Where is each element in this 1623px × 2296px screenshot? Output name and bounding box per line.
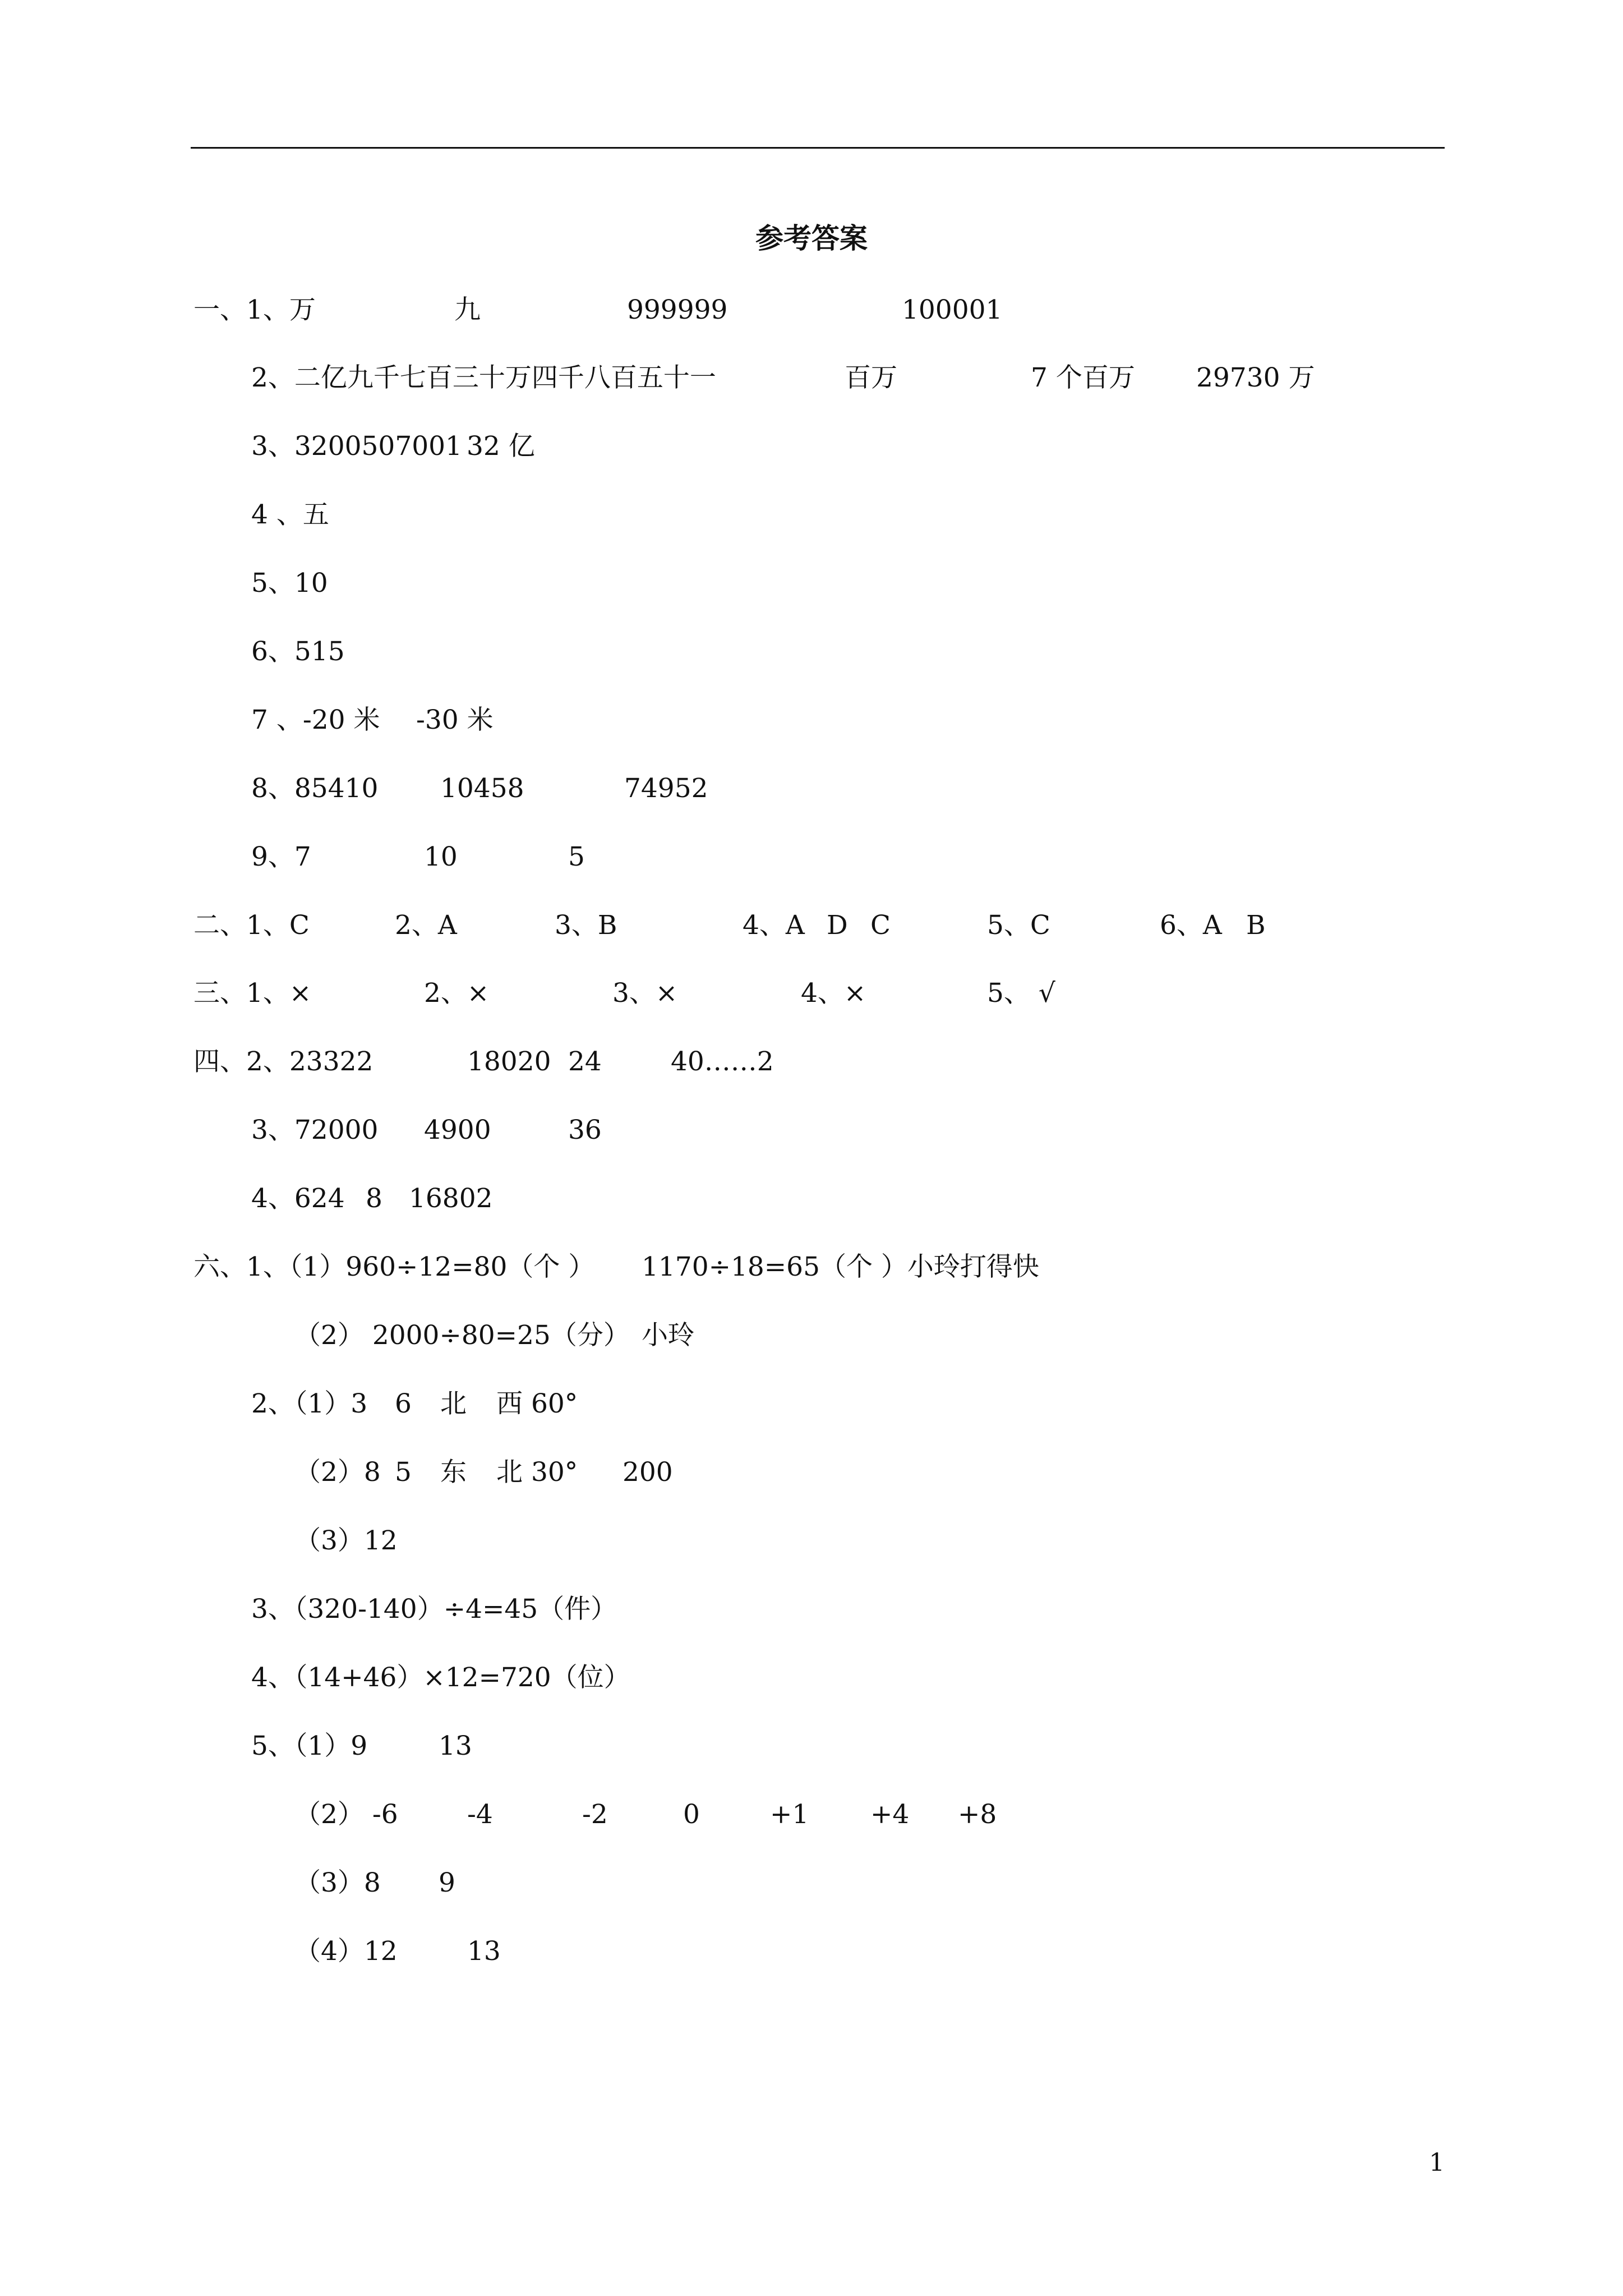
answer-text: 6、515 bbox=[251, 636, 345, 667]
answer-line bbox=[0, 1729, 1623, 1764]
answer-line bbox=[0, 1797, 1623, 1832]
answer-text: 九 bbox=[454, 295, 481, 325]
answer-text: 200 bbox=[623, 1457, 673, 1488]
answer-text: 16802 bbox=[409, 1183, 493, 1214]
answer-line bbox=[0, 1318, 1623, 1353]
answer-line bbox=[0, 293, 1623, 328]
answer-text: -2 bbox=[582, 1799, 608, 1830]
answer-text: 10 bbox=[424, 841, 458, 872]
answer-text: 2、× bbox=[424, 978, 490, 1009]
answer-line bbox=[0, 1387, 1623, 1421]
answer-text: 2、二亿九千七百三十万四千八百五十一 bbox=[251, 362, 716, 393]
answer-text: +8 bbox=[958, 1799, 997, 1830]
answer-text: 四、2、23322 bbox=[193, 1046, 374, 1077]
answer-line bbox=[0, 1181, 1623, 1216]
answer-text: 北 bbox=[440, 1388, 467, 1419]
answer-text: +1 bbox=[770, 1799, 809, 1830]
answer-text: 100001 bbox=[902, 295, 1003, 325]
answer-text: 9、7 bbox=[251, 841, 311, 872]
answer-line bbox=[0, 361, 1623, 395]
answer-text: 24 bbox=[568, 1046, 602, 1077]
answer-text: 13 bbox=[439, 1731, 472, 1761]
answer-text: 西 60° bbox=[496, 1388, 578, 1419]
answer-text: 6 bbox=[395, 1388, 412, 1419]
answer-text: （3）12 bbox=[294, 1525, 398, 1556]
answer-text: 5、（1）9 bbox=[251, 1731, 368, 1761]
answer-text: 3、× bbox=[612, 978, 678, 1009]
header-rule bbox=[191, 147, 1445, 149]
answer-text: 999999 bbox=[627, 295, 728, 325]
answer-text: 3、B bbox=[555, 910, 617, 941]
answer-text: -30 米 bbox=[416, 705, 494, 735]
answer-text: 29730 万 bbox=[1196, 362, 1315, 393]
answer-line bbox=[0, 771, 1623, 806]
answer-line bbox=[0, 498, 1623, 532]
answer-text: -4 bbox=[467, 1799, 493, 1830]
answer-text: 6、A bbox=[1160, 910, 1222, 941]
answer-line bbox=[0, 703, 1623, 738]
page-title: 参考答案 bbox=[755, 222, 868, 255]
answer-text: 1170÷18=65（个 ）小玲打得快 bbox=[642, 1251, 1039, 1282]
answer-text: 百万 bbox=[845, 362, 897, 393]
answer-text: （2） -6 bbox=[294, 1799, 398, 1830]
answer-text: 北 30° bbox=[496, 1457, 578, 1488]
answer-text: 4900 bbox=[424, 1115, 491, 1145]
answer-text: （2）8 bbox=[294, 1457, 381, 1488]
answer-line bbox=[0, 634, 1623, 669]
answer-text: 5、C bbox=[987, 910, 1050, 941]
answer-text: 40……2 bbox=[671, 1046, 774, 1077]
answer-line bbox=[0, 1592, 1623, 1627]
answer-text: C bbox=[870, 910, 891, 941]
answer-text: 10458 bbox=[440, 773, 524, 804]
answer-line bbox=[0, 1113, 1623, 1148]
answer-text: 3、3200507001 bbox=[251, 431, 462, 462]
answer-text: 32 亿 bbox=[467, 431, 535, 462]
answer-text: D bbox=[827, 910, 848, 941]
answer-line bbox=[0, 1045, 1623, 1079]
answer-text: 六、1、（1）960÷12=80（个 ） bbox=[193, 1251, 595, 1282]
page-number: 1 bbox=[1429, 2148, 1445, 2177]
answer-text: 9 bbox=[439, 1867, 455, 1898]
answer-text: 一、1、万 bbox=[193, 295, 316, 325]
answer-text: 5、10 bbox=[251, 568, 328, 599]
answer-text: 8、85410 bbox=[251, 773, 379, 804]
answer-line bbox=[0, 840, 1623, 875]
answer-text: 4、（14+46）×12=720（位） bbox=[251, 1662, 630, 1693]
answer-text: 4、A bbox=[743, 910, 805, 941]
answer-text: （2） 2000÷80=25（分） bbox=[294, 1320, 630, 1351]
answer-text: 0 bbox=[683, 1799, 700, 1830]
answer-text: 7 个百万 bbox=[1031, 362, 1135, 393]
answer-text: 5 bbox=[395, 1457, 412, 1488]
answer-line bbox=[0, 566, 1623, 601]
answer-line bbox=[0, 976, 1623, 1011]
answer-text: 36 bbox=[568, 1115, 602, 1145]
answer-text: 小玲 bbox=[642, 1320, 694, 1351]
answer-line bbox=[0, 1866, 1623, 1901]
answer-text: （3）8 bbox=[294, 1867, 381, 1898]
answer-text: 18020 bbox=[467, 1046, 551, 1077]
answer-line bbox=[0, 1250, 1623, 1285]
answer-text: 4、× bbox=[801, 978, 866, 1009]
answer-text: 8 bbox=[366, 1183, 382, 1214]
answer-text: 13 bbox=[467, 1936, 501, 1967]
answer-line bbox=[0, 429, 1623, 464]
answer-text: 5、 √ bbox=[987, 978, 1055, 1009]
answer-line bbox=[0, 908, 1623, 943]
answer-text: 74952 bbox=[624, 773, 708, 804]
answer-text: 5 bbox=[568, 841, 585, 872]
answer-line bbox=[0, 1455, 1623, 1490]
answer-line bbox=[0, 1524, 1623, 1558]
answer-text: +4 bbox=[870, 1799, 910, 1830]
answer-text: 4、624 bbox=[251, 1183, 345, 1214]
answer-text: 2、（1）3 bbox=[251, 1388, 368, 1419]
answer-text: 4 、五 bbox=[251, 499, 329, 530]
answer-text: 三、1、× bbox=[193, 978, 312, 1009]
answer-text: （4）12 bbox=[294, 1936, 398, 1967]
answer-text: 3、72000 bbox=[251, 1115, 379, 1145]
answer-text: 东 bbox=[440, 1457, 467, 1488]
answer-text: 7 、-20 米 bbox=[251, 705, 380, 735]
answer-line bbox=[0, 1660, 1623, 1695]
answer-text: 二、1、C bbox=[193, 910, 310, 941]
answer-text: 3、（320-140）÷4=45（件） bbox=[251, 1594, 617, 1625]
answer-text: 2、A bbox=[395, 910, 457, 941]
answer-text: B bbox=[1246, 910, 1266, 941]
answer-line bbox=[0, 1934, 1623, 1969]
